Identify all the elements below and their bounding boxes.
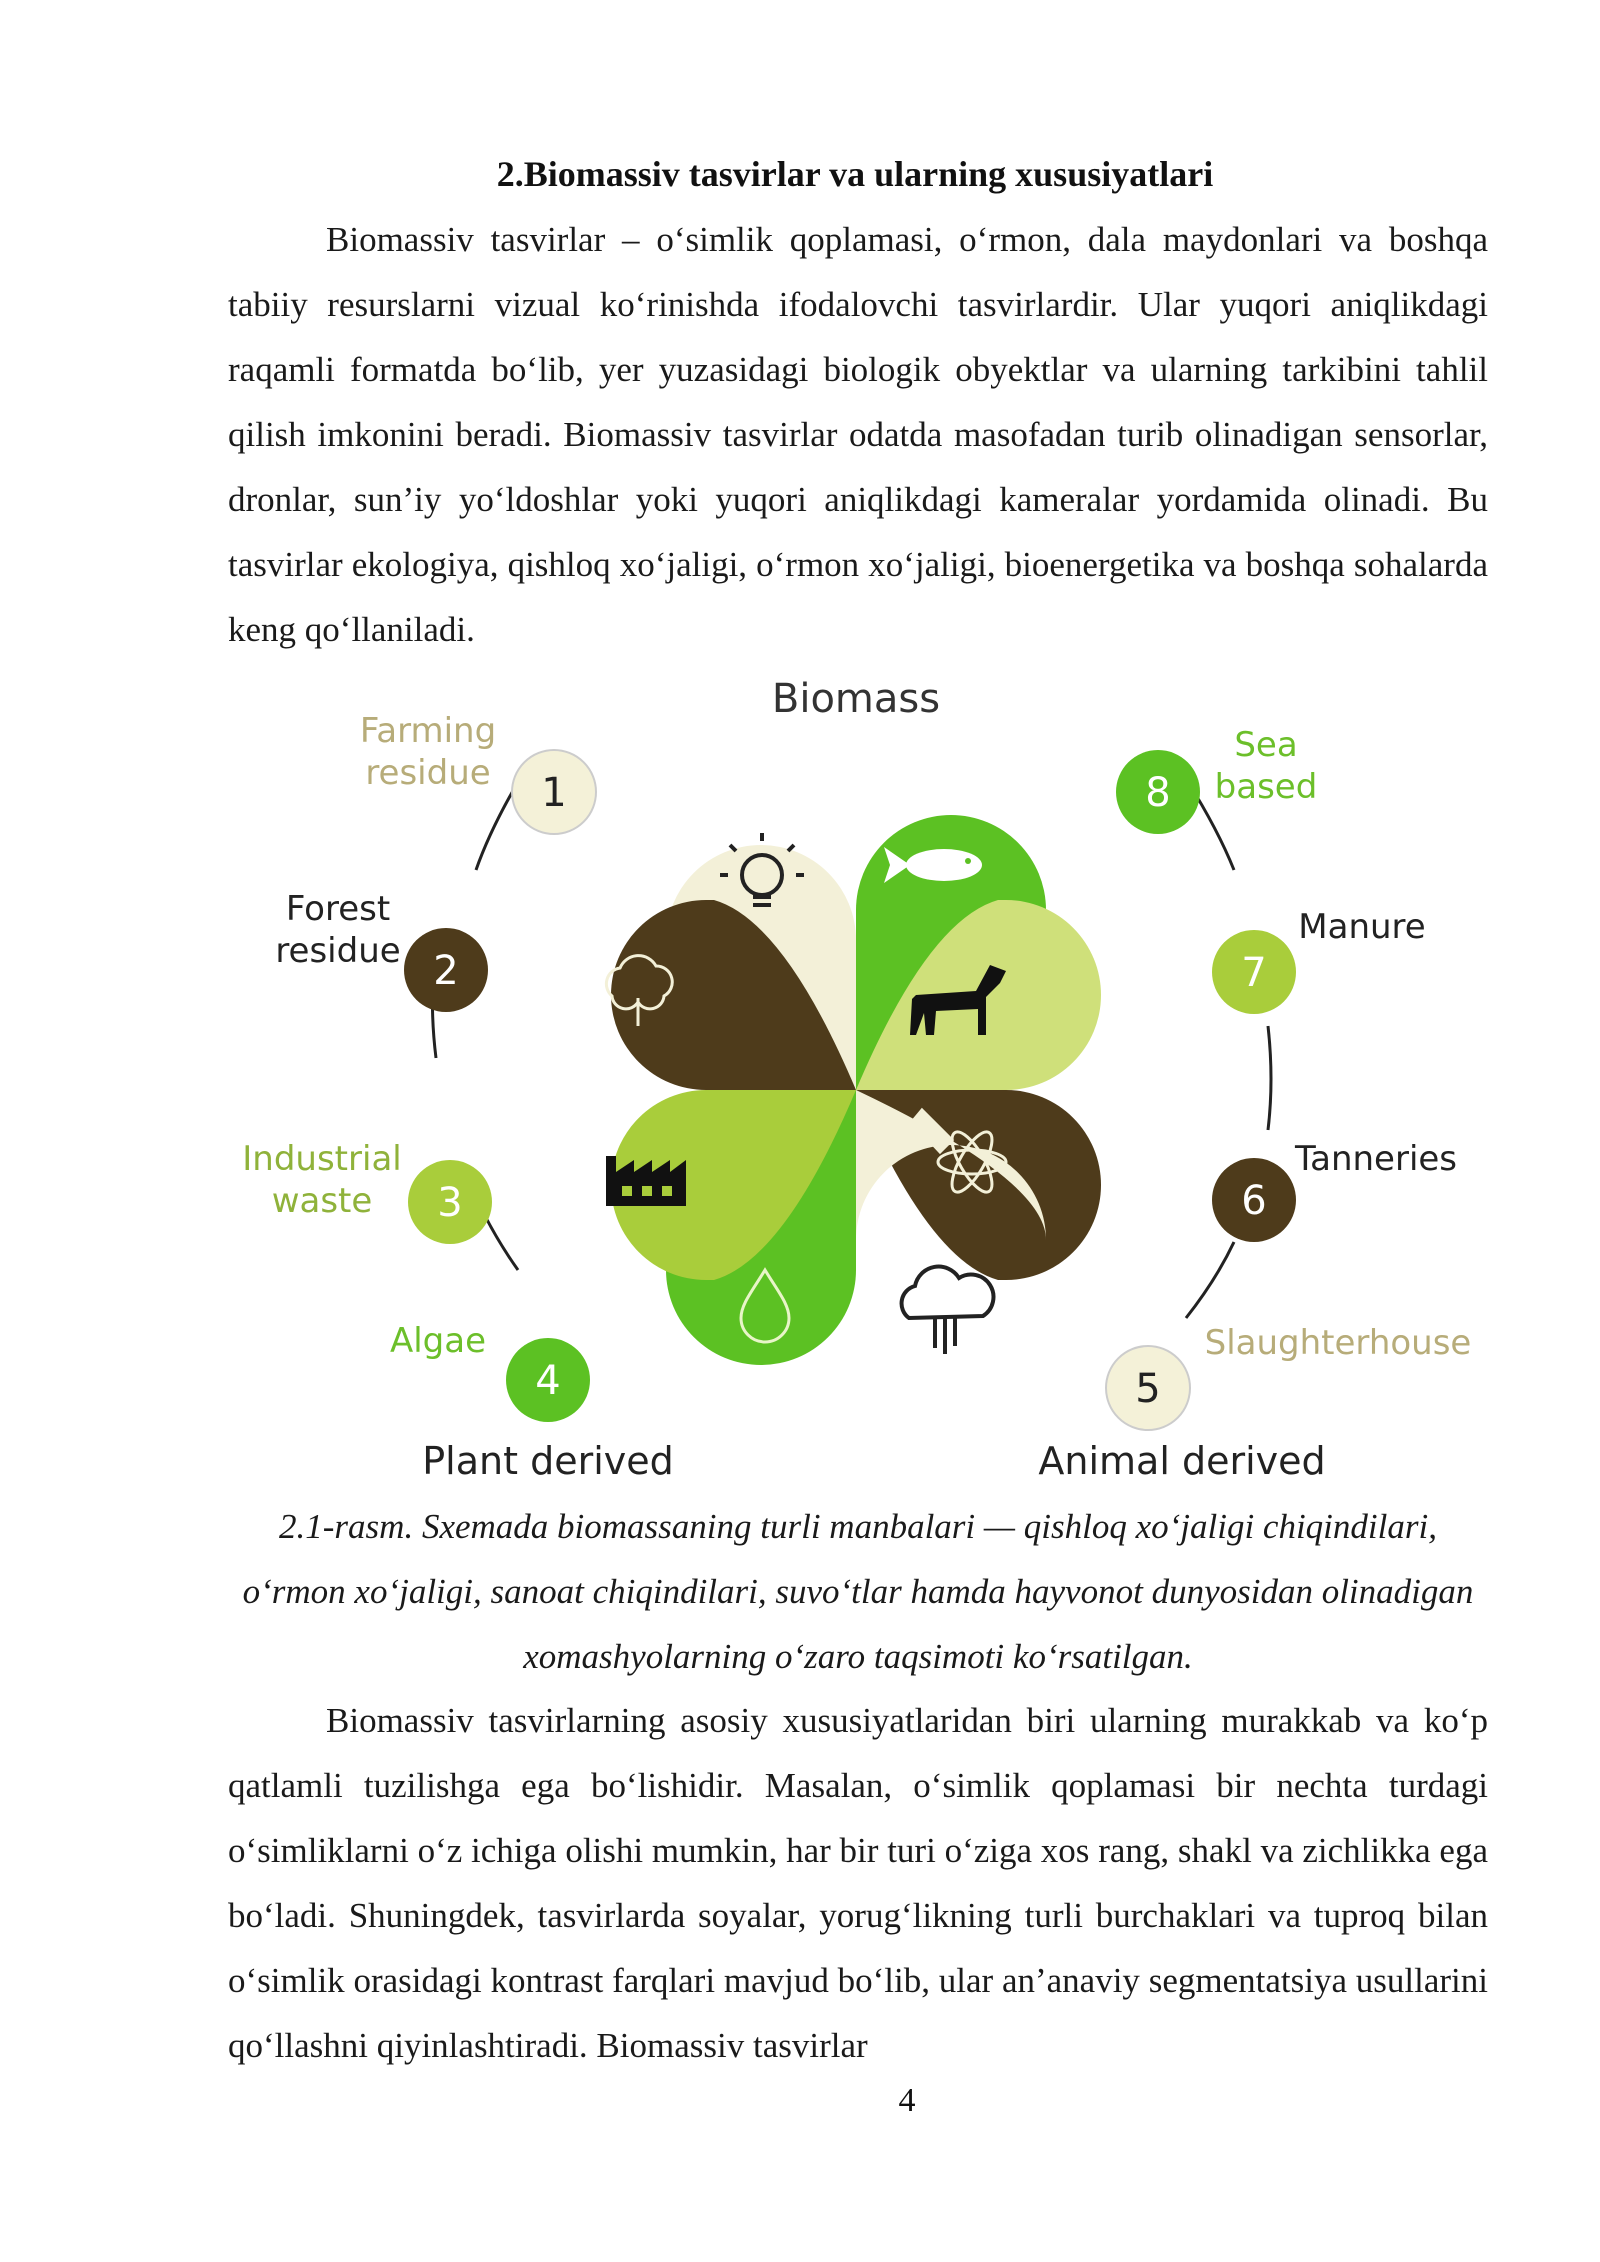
source-8-label-line1: Sea <box>1234 725 1298 765</box>
section-heading: 2.Biomassiv tasvirlar va ularning xususiyatlari <box>496 154 1214 194</box>
plant-derived-label: Plant derived <box>422 1439 674 1483</box>
source-5-number: 5 <box>1135 1366 1161 1412</box>
paragraph-intro: Biomassiv tasvirlar – o‘simlik qoplamasi, o‘rmon, dala maydonlari va boshqa tabiiy resurslarni vizual ko‘rinishda ifodalovchi tasvirlardir. Ular yuqori aniqlikdagi raqamli formatda bo‘lib, yer yuzasidagi biologik obyektlar va ularning tarkibini tahlil qilish imkonini beradi. Biomassiv tasvirlar odatda masofadan turib olinadigan sensorlar, dronlar, sun’iy yo‘ldoshlar yoki yuqori aniqlikdagi kameralar yordamida olinadi. Bu tasvirlar ekologiya, qishloq xo‘jaligi, o‘rmon xo‘jaligi, bioenergetika va boshqa sohalarda keng qo‘llaniladi. <box>228 220 1488 649</box>
page-number: 4 <box>898 2082 916 2119</box>
biomass-diagram <box>228 670 1488 1490</box>
paragraph-features: Biomassiv tasvirlarning asosiy xususiyatlaridan biri ularning murakkab va ko‘p qatlamli tuzilishga ega bo‘lishidir. Masalan, o‘simlik qoplamasi bir nechta turdagi o‘simliklarni o‘z ichiga olishi mumkin, har bir turi o‘ziga xos rang, shakl va zichlikka ega bo‘ladi. Shuningdek, tasvirlarda soyalar, yorug‘likning turli burchaklari va tuproq bilan o‘simlik orasidagi kontrast farqlari mavjud bo‘lib, ular an’anaviy segmentatsiya usullarini qo‘llashni qiyinlashtiradi. Biomassiv tasvirlar <box>228 1701 1488 2065</box>
source-4 <box>390 1321 590 1422</box>
animal-derived-label: Animal derived <box>1038 1439 1326 1483</box>
source-2-label-line1: Forest <box>285 889 391 929</box>
source-2-number: 2 <box>433 948 459 994</box>
source-6-label-line1: Tanneries <box>1294 1139 1458 1179</box>
source-7-number: 7 <box>1241 950 1267 996</box>
diagram-title: Biomass <box>771 676 941 722</box>
source-3-number: 3 <box>437 1180 463 1226</box>
source-6-number: 6 <box>1241 1178 1267 1224</box>
source-1-number: 1 <box>541 770 567 816</box>
source-3-label-line2: waste <box>271 1181 373 1221</box>
source-1-label-line2: residue <box>365 753 491 793</box>
biomass-figure <box>228 670 1488 1490</box>
source-4-label-line1: Algae <box>389 1321 487 1361</box>
figure-caption: 2.1-rasm. Sxemada biomassaning turli manbalari — qishloq xo‘jaligi chiqindilari, o‘rmon xo‘jaligi, sanoat chiqindilari, suvo‘tlar hamda hayvonot dunyosidan olinadigan xomashyolarning o‘zaro taqsimoti ko‘rsatilgan. <box>242 1507 1474 1676</box>
source-8 <box>1116 725 1317 834</box>
source-7-label-line1: Manure <box>1298 907 1426 947</box>
rain-cloud-icon <box>902 1267 994 1354</box>
source-1 <box>360 711 596 834</box>
source-3 <box>242 1139 492 1244</box>
source-5-label-line1: Slaughterhouse <box>1204 1323 1472 1363</box>
petal-group <box>535 769 1101 1365</box>
source-7 <box>1212 907 1426 1014</box>
source-2-label-line2: residue <box>275 931 401 971</box>
source-1-label-line1: Farming <box>359 711 497 751</box>
source-6 <box>1212 1139 1457 1242</box>
source-8-label-line2: based <box>1214 767 1318 807</box>
source-4-number: 4 <box>535 1358 561 1404</box>
source-2 <box>275 889 488 1012</box>
source-8-number: 8 <box>1145 770 1171 816</box>
source-3-label-line1: Industrial <box>242 1139 402 1179</box>
source-5 <box>1106 1323 1471 1430</box>
